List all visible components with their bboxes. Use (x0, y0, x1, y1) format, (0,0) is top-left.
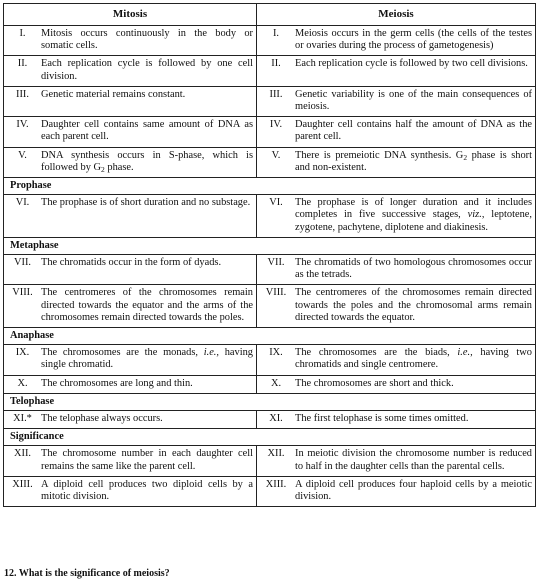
text-tail: phase is short and non-existent. (295, 149, 533, 173)
mitosis-cell (4, 411, 257, 429)
item-number: VII. (267, 257, 285, 269)
text-part: In meiotic division the chromosome number is reduced to half in the daughter cells than the parental cells. (295, 448, 532, 472)
meiosis-cell (257, 345, 536, 375)
table-row (4, 117, 536, 147)
item-text (295, 257, 532, 281)
meiosis-cell (257, 255, 536, 285)
text-part: The chromatids occur in the form of dyads. (41, 257, 222, 269)
item-number: IX. (269, 347, 283, 359)
item-number: VI. (269, 197, 283, 209)
table-body (4, 26, 536, 507)
item-text (41, 347, 253, 371)
item-number: V. (271, 149, 281, 161)
mitosis-meiosis-table (3, 3, 536, 507)
item-text (295, 378, 532, 390)
text-part: The chromosomes are the biads, (295, 347, 458, 359)
item-text (41, 413, 253, 425)
text-part: The chromosomes are long and thin. (41, 377, 193, 389)
meiosis-cell (257, 26, 536, 56)
text-part: Genetic material remains constant. (41, 88, 186, 100)
meiosis-cell (257, 446, 536, 476)
mitosis-header: Mitosis (4, 4, 257, 26)
text-part: Each replication cycle is followed by one cell division. (41, 58, 253, 82)
item-text (295, 287, 532, 324)
item-number: IX. (15, 347, 30, 359)
text-part: Daughter cell contains half the amount of DNA as the parent cell. (295, 119, 532, 143)
item-text (295, 448, 532, 472)
text-part: There is premeiotic DNA synthesis. G (295, 149, 464, 161)
item-text (295, 150, 532, 174)
meiosis-cell (257, 476, 536, 506)
meiosis-header: Meiosis (257, 4, 536, 26)
mitosis-cell (4, 117, 257, 147)
text-part: The first telophase is some times omitted. (295, 413, 469, 425)
table-row (4, 195, 536, 238)
text-part: Meiosis occurs in the germ cells (the cells of the testes or ovaries during the process of gametogenesis) (295, 28, 532, 52)
item-number: X. (17, 377, 28, 389)
text-part: The centromeres of the chromosomes remain directed towards the poles and the chromosomal arms remain directed towards the equator. (295, 287, 532, 323)
section-row (4, 178, 536, 195)
text-part: Daughter cell contains same amount of DNA as each parent cell. (41, 119, 253, 143)
comparison-document (3, 3, 535, 507)
item-number: VII. (13, 257, 32, 269)
text-tail: having two chromatids and single centromere. (295, 347, 532, 371)
meiosis-cell (257, 375, 536, 393)
item-number: XI. (269, 413, 283, 425)
mitosis-cell (4, 86, 257, 116)
item-text (295, 28, 532, 52)
mitosis-cell (4, 375, 257, 393)
text-part: The centromeres of the chromosomes remain directed towards the equator and the arms of the chromosomes remain directed towards the poles. (41, 287, 253, 323)
header-row (4, 4, 536, 26)
subscript: 2 (101, 164, 105, 174)
text-part: Genetic variability is one of the main consequences of meiosis. (295, 88, 532, 113)
next-question: 12. What is the significance of meiosis? (4, 568, 170, 579)
item-text (41, 287, 253, 324)
mitosis-cell (4, 56, 257, 86)
item-text (41, 378, 253, 390)
item-text (295, 347, 532, 371)
item-text (41, 257, 253, 269)
meiosis-cell (257, 147, 536, 177)
abbreviation: i.e., (203, 347, 219, 359)
table-row (4, 411, 536, 429)
table-row (4, 375, 536, 393)
table-row (4, 147, 536, 177)
section-heading: Prophase (4, 178, 536, 195)
item-number: III. (16, 88, 29, 100)
item-number: II. (17, 58, 28, 70)
item-number: I. (272, 28, 280, 39)
table-row (4, 26, 536, 56)
item-text (41, 119, 253, 143)
section-row (4, 429, 536, 446)
text-part: The chromosome number in each daughter cell remains the same like the parent cell. (41, 448, 253, 472)
item-number: V. (18, 149, 27, 161)
item-text (295, 119, 532, 143)
abbreviation: viz. (467, 209, 482, 221)
item-number: X. (270, 377, 282, 389)
item-number: IV. (269, 119, 283, 131)
text-part: The chromosomes are short and thick. (295, 377, 454, 389)
text-part: Mitosis occurs continuously in the body or somatic cells. (41, 28, 253, 52)
mitosis-cell (4, 195, 257, 238)
item-number: XII. (267, 448, 285, 460)
meiosis-cell (257, 86, 536, 116)
text-part: The chromatids of two homologous chromosomes occur as the tetrads. (295, 257, 532, 281)
section-heading: Metaphase (4, 237, 536, 254)
meiosis-cell (257, 411, 536, 429)
item-text (41, 28, 253, 52)
item-text (295, 413, 532, 425)
item-text (41, 448, 253, 472)
table-row (4, 446, 536, 476)
item-text (295, 58, 532, 70)
text-tail: having single chromatid. (41, 347, 253, 371)
text-part: Each replication cycle is followed by two cell divisions. (295, 58, 528, 70)
mitosis-cell (4, 26, 257, 56)
item-text (295, 89, 532, 113)
section-row (4, 328, 536, 345)
item-number: II. (271, 58, 281, 70)
table-row (4, 476, 536, 506)
item-number: III. (269, 88, 283, 100)
item-number: XI.* (13, 413, 32, 425)
item-number: XII. (13, 448, 32, 460)
subscript: 2 (463, 152, 468, 162)
text-part: DNA synthesis occurs in S-phase, which is followed by G (41, 149, 253, 173)
meiosis-cell (257, 285, 536, 328)
text-part: A diploid cell produces two diploid cells by a mitotic division. (41, 478, 253, 503)
text-tail: , leptotene, zygotene, pachytene, diplotene and diakinesis. (295, 209, 532, 233)
text-tail: phase. (104, 161, 134, 173)
table-row (4, 255, 536, 285)
item-number: XIII. (12, 478, 33, 490)
item-number: IV. (16, 119, 29, 131)
mitosis-cell (4, 255, 257, 285)
text-part: The prophase is of short duration and no substage. (41, 197, 251, 209)
mitosis-cell (4, 285, 257, 328)
section-heading: Anaphase (4, 328, 536, 345)
item-text (295, 197, 532, 234)
item-text (41, 58, 253, 82)
text-part: The chromosomes are the monads, (41, 347, 204, 359)
item-text (41, 89, 253, 101)
section-row (4, 393, 536, 410)
mitosis-cell (4, 345, 257, 375)
table-row (4, 56, 536, 86)
table-row (4, 345, 536, 375)
mitosis-cell (4, 446, 257, 476)
item-number: VIII. (265, 287, 287, 299)
text-part: A diploid cell produces four haploid cells by a meiotic division. (295, 478, 532, 503)
item-number: I. (19, 28, 26, 39)
item-number: VIII. (12, 287, 33, 299)
text-part: The telophase always occurs. (41, 413, 163, 425)
mitosis-cell (4, 476, 257, 506)
item-text (295, 479, 532, 503)
item-text (41, 197, 253, 209)
mitosis-cell (4, 147, 257, 177)
meiosis-cell (257, 117, 536, 147)
table-row (4, 285, 536, 328)
meiosis-cell (257, 56, 536, 86)
item-number: XIII. (265, 478, 287, 490)
section-heading: Telophase (4, 393, 536, 410)
item-number: VI. (15, 197, 30, 209)
section-heading: Significance (4, 429, 536, 446)
section-row (4, 237, 536, 254)
item-text (41, 150, 253, 174)
item-text (41, 479, 253, 503)
abbreviation: i.e., (457, 347, 473, 359)
text-part: The prophase is of longer duration and it includes completes in five successive stages, (295, 197, 532, 221)
meiosis-cell (257, 195, 536, 238)
table-row (4, 86, 536, 116)
